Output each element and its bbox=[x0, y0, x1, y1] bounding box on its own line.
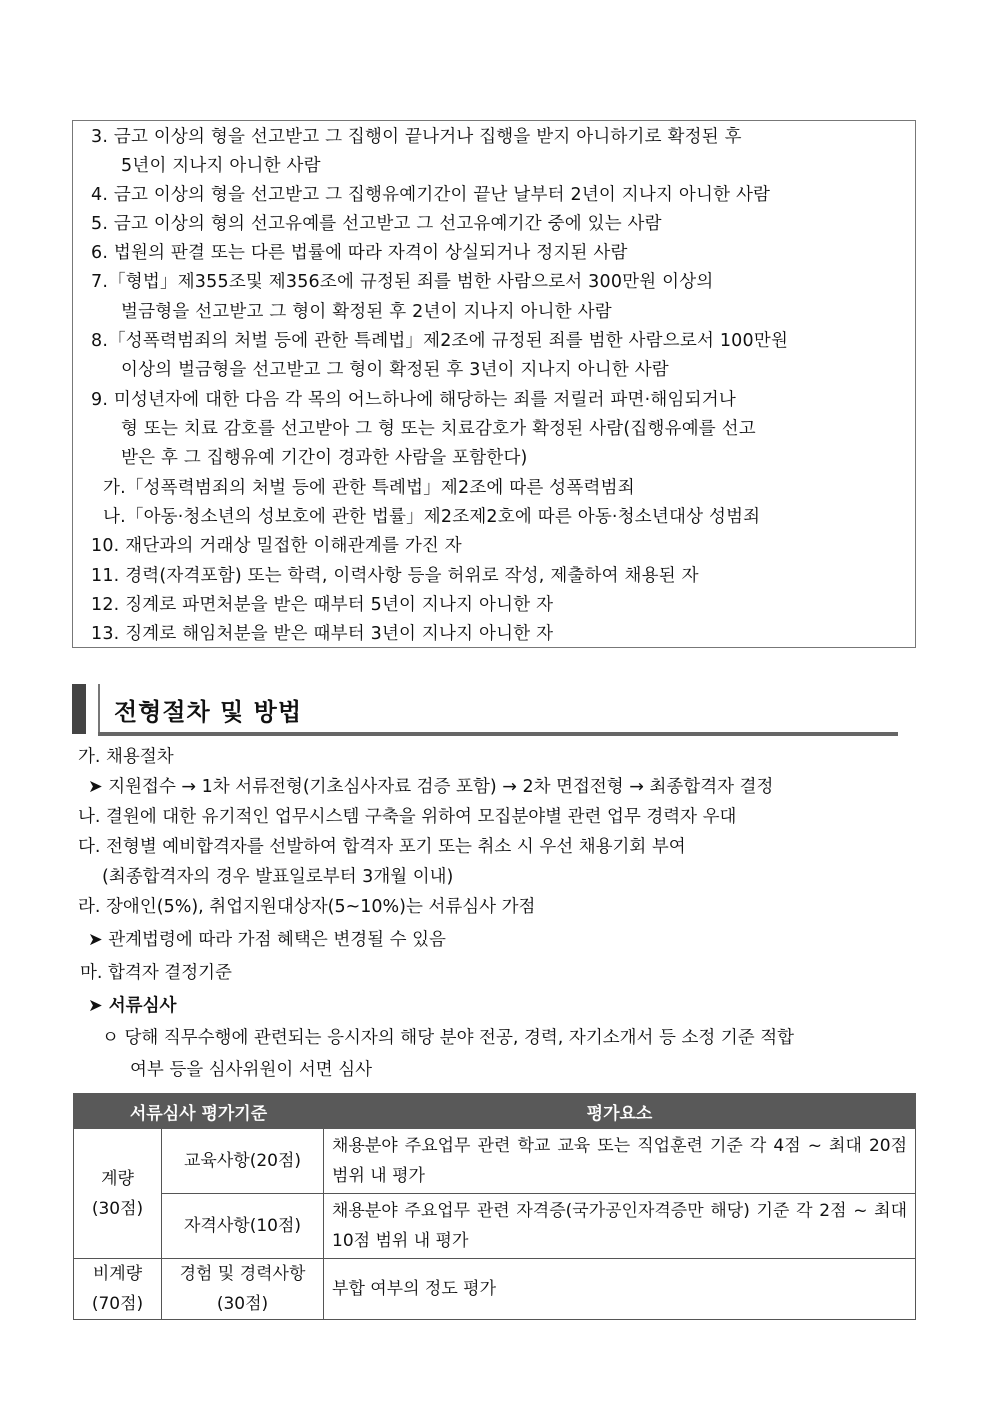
row-label: 교육사항(20점) bbox=[162, 1129, 324, 1194]
header-criteria: 서류심사 평가기준 bbox=[74, 1094, 324, 1129]
evaluation-table bbox=[73, 1093, 916, 1320]
row-desc: 부합 여부의 정도 평가 bbox=[324, 1259, 916, 1320]
list-item: 이상의 벌금형을 선고받고 그 형이 확정된 후 3년이 지나지 아니한 사람 bbox=[121, 360, 669, 380]
list-item: 13. 징계로 해임처분을 받은 때부터 3년이 지나지 아니한 자 bbox=[91, 624, 554, 644]
row-desc: 채용분야 주요업무 관련 학교 교육 또는 직업훈련 기준 각 4점 ~ 최대 20점 범위 내 평가 bbox=[324, 1129, 916, 1194]
list-item: 5. 금고 이상의 형의 선고유예를 선고받고 그 선고유예기간 중에 있는 사람 bbox=[91, 214, 662, 234]
procedure-item: 가. 채용절차 bbox=[78, 747, 174, 767]
row-desc: 채용분야 주요업무 관련 자격증(국가공인자격증만 해당) 기준 각 2점 ~ 최대 10점 범위 내 평가 bbox=[324, 1194, 916, 1259]
list-item: 4. 금고 이상의 형을 선고받고 그 집행유예기간이 끝난 날부터 2년이 지나지 아니한 사람 bbox=[91, 185, 771, 205]
header-elements: 평가요소 bbox=[324, 1094, 916, 1129]
disqualification-box bbox=[72, 120, 916, 648]
list-item: 7.「형법」제355조및 제356조에 규정된 죄를 범한 사람으로서 300만원 이상의 bbox=[91, 272, 714, 292]
table-row bbox=[74, 1259, 916, 1320]
review-criteria-cont: 여부 등을 심사위원이 서면 심사 bbox=[130, 1060, 373, 1080]
procedure-item: 다. 전형별 예비합격자를 선발하여 합격자 포기 또는 취소 시 우선 채용기회 부여 bbox=[78, 837, 686, 857]
procedure-item: 나. 결원에 대한 유기적인 업무시스템 구축을 위하여 모집분야별 관련 업무 경력자 우대 bbox=[78, 807, 737, 827]
list-item: 12. 징계로 파면처분을 받은 때부터 5년이 지나지 아니한 자 bbox=[91, 595, 554, 615]
table-row bbox=[74, 1194, 916, 1259]
list-item: 10. 재단과의 거래상 밀접한 이해관계를 가진 자 bbox=[91, 536, 462, 556]
list-item: 6. 법원의 판결 또는 다른 법률에 따라 자격이 상실되거나 정지된 사람 bbox=[91, 243, 628, 263]
procedure-note: (최종합격자의 경우 발표일로부터 3개월 이내) bbox=[102, 867, 454, 887]
procedure-arrow-item: ➤ 지원접수 → 1차 서류전형(기초심사자료 검증 포함) → 2차 면접전형 → 최종합격자 결정 bbox=[88, 777, 774, 797]
list-item: 받은 후 그 집행유예 기간이 경과한 사람을 포함한다) bbox=[121, 448, 528, 468]
document-review-heading: ➤ 서류심사 bbox=[88, 996, 177, 1016]
list-item: 3. 금고 이상의 형을 선고받고 그 집행이 끝나거나 집행을 받지 아니하기로 확정된 후 bbox=[91, 127, 742, 147]
list-item: 형 또는 치료 감호를 선고받아 그 형 또는 치료감호가 확정된 사람(집행유예를 선고 bbox=[121, 419, 756, 439]
section-title: 전형절차 및 방법 bbox=[114, 698, 302, 726]
section-heading bbox=[72, 684, 898, 736]
heading-bar bbox=[72, 684, 86, 734]
list-item: 11. 경력(자격포함) 또는 학력, 이력사항 등을 허위로 작성, 제출하여 채용된 자 bbox=[91, 566, 699, 586]
row-label: 자격사항(10점) bbox=[162, 1194, 324, 1259]
procedure-item: 라. 장애인(5%), 취업지원대상자(5~10%)는 서류심사 가점 bbox=[78, 897, 536, 917]
group-qualitative: 비계량 (70점) bbox=[74, 1259, 162, 1320]
table-row bbox=[74, 1129, 916, 1194]
list-item: 9. 미성년자에 대한 다음 각 목의 어느하나에 해당하는 죄를 저릴러 파면·해임되거나 bbox=[91, 390, 736, 410]
list-item: 나.「아동·청소년의 성보호에 관한 법률」제2조제2호에 따른 아동·청소년대상 성범죄 bbox=[103, 507, 761, 527]
heading-divider bbox=[98, 684, 100, 734]
review-criteria: ㅇ 당해 직무수행에 관련되는 응시자의 해당 분야 전공, 경력, 자기소개서 등 소정 기준 적합 bbox=[102, 1028, 795, 1048]
procedure-item: 마. 합격자 결정기준 bbox=[80, 963, 232, 983]
list-item: 벌금형을 선고받고 그 형이 확정된 후 2년이 지나지 아니한 사람 bbox=[121, 302, 612, 322]
list-item: 8.「성폭력범죄의 처벌 등에 관한 특례법」제2조에 규정된 죄를 범한 사람으로서 100만원 bbox=[91, 331, 789, 351]
table-header-row bbox=[74, 1094, 916, 1129]
procedure-arrow-item: ➤ 관계법령에 따라 가점 혜택은 변경될 수 있음 bbox=[88, 930, 446, 950]
row-label: 경험 및 경력사항(30점) bbox=[162, 1259, 324, 1320]
list-item: 5년이 지나지 아니한 사람 bbox=[121, 156, 321, 176]
heading-underline bbox=[98, 732, 898, 736]
list-item: 가.「성폭력범죄의 처벌 등에 관한 특례법」제2조에 따른 성폭력범죄 bbox=[103, 478, 635, 498]
group-quantitative: 계량 (30점) bbox=[74, 1129, 162, 1259]
